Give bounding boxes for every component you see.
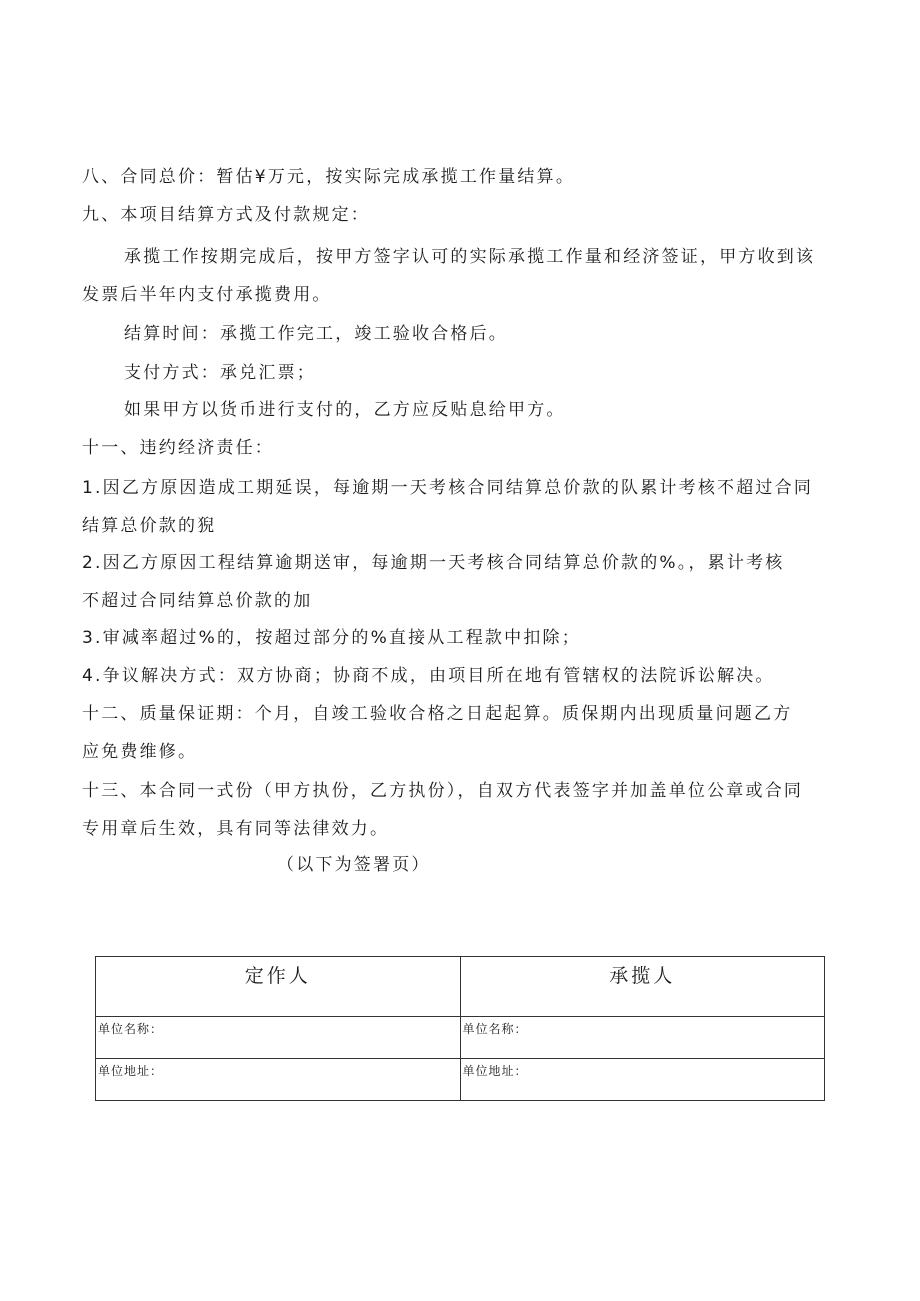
orderer-unit-address-field: 单位地址： (96, 1059, 461, 1101)
clause-12-line-1: 十二、质量保证期：个月，自竣工验收合格之日起起算。质保期内出现质量问题乙方 (82, 704, 793, 724)
clause-11-item-3: 3.审减率超过%的，按超过部分的%直接从工程款中扣除； (82, 628, 581, 648)
clause-13-line-1: 十三、本合同一式份（甲方执份，乙方执份），自双方代表签字并加盖单位公章或合同 (82, 781, 804, 801)
signature-table-unit-address-row (96, 1059, 825, 1101)
payment-method: 支付方式：承兑汇票； (124, 363, 316, 383)
clause-11-item-4: 4.争议解决方式：双方协商；协商不成，由项目所在地有管辖权的法院诉讼解决。 (82, 666, 775, 686)
contractor-unit-address-field: 单位地址： (460, 1059, 825, 1101)
clause-13-line-2: 专用章后生效，具有同等法律效力。 (82, 819, 390, 839)
currency-payment-note: 如果甲方以货币进行支付的，乙方应反贴息给甲方。 (124, 400, 566, 420)
clause-9-paragraph-line-2: 发票后半年内支付承揽费用。 (82, 285, 332, 305)
signature-page-note: （以下为签署页） (277, 855, 431, 875)
contractor-header: 承揽人 (460, 957, 825, 1017)
clause-8-total-price: 八、合同总价：暂估¥万元，按实际完成承揽工作量结算。 (82, 167, 576, 187)
signature-table (95, 956, 825, 1101)
clause-9-paragraph-line-1: 承揽工作按期完成后，按甲方签字认可的实际承揽工作量和经济签证，甲方收到该 (124, 247, 816, 267)
clause-12-line-2: 应免费维修。 (82, 742, 198, 762)
clause-11-heading: 十一、违约经济责任： (82, 438, 274, 458)
orderer-unit-name-field: 单位名称： (96, 1017, 461, 1059)
clause-11-item-1-line-2: 结算总价款的猊 (82, 516, 217, 536)
orderer-header: 定作人 (96, 957, 461, 1017)
clause-11-item-1-line-1: 1.因乙方原因造成工期延误，每逾期一天考核合同结算总价款的队累计考核不超过合同 (82, 478, 814, 498)
contractor-unit-name-field: 单位名称： (460, 1017, 825, 1059)
signature-table-unit-name-row (96, 1017, 825, 1059)
clause-11-item-2-line-1: 2.因乙方原因工程结算逾期送审，每逾期一天考核合同结算总价款的%。，累计考核 (82, 553, 785, 573)
clause-9-heading: 九、本项目结算方式及付款规定： (82, 205, 370, 225)
settlement-time: 结算时间：承揽工作完工，竣工验收合格后。 (124, 324, 508, 344)
clause-11-item-2-line-2: 不超过合同结算总价款的加 (82, 591, 313, 611)
signature-table-header-row (96, 957, 825, 1017)
